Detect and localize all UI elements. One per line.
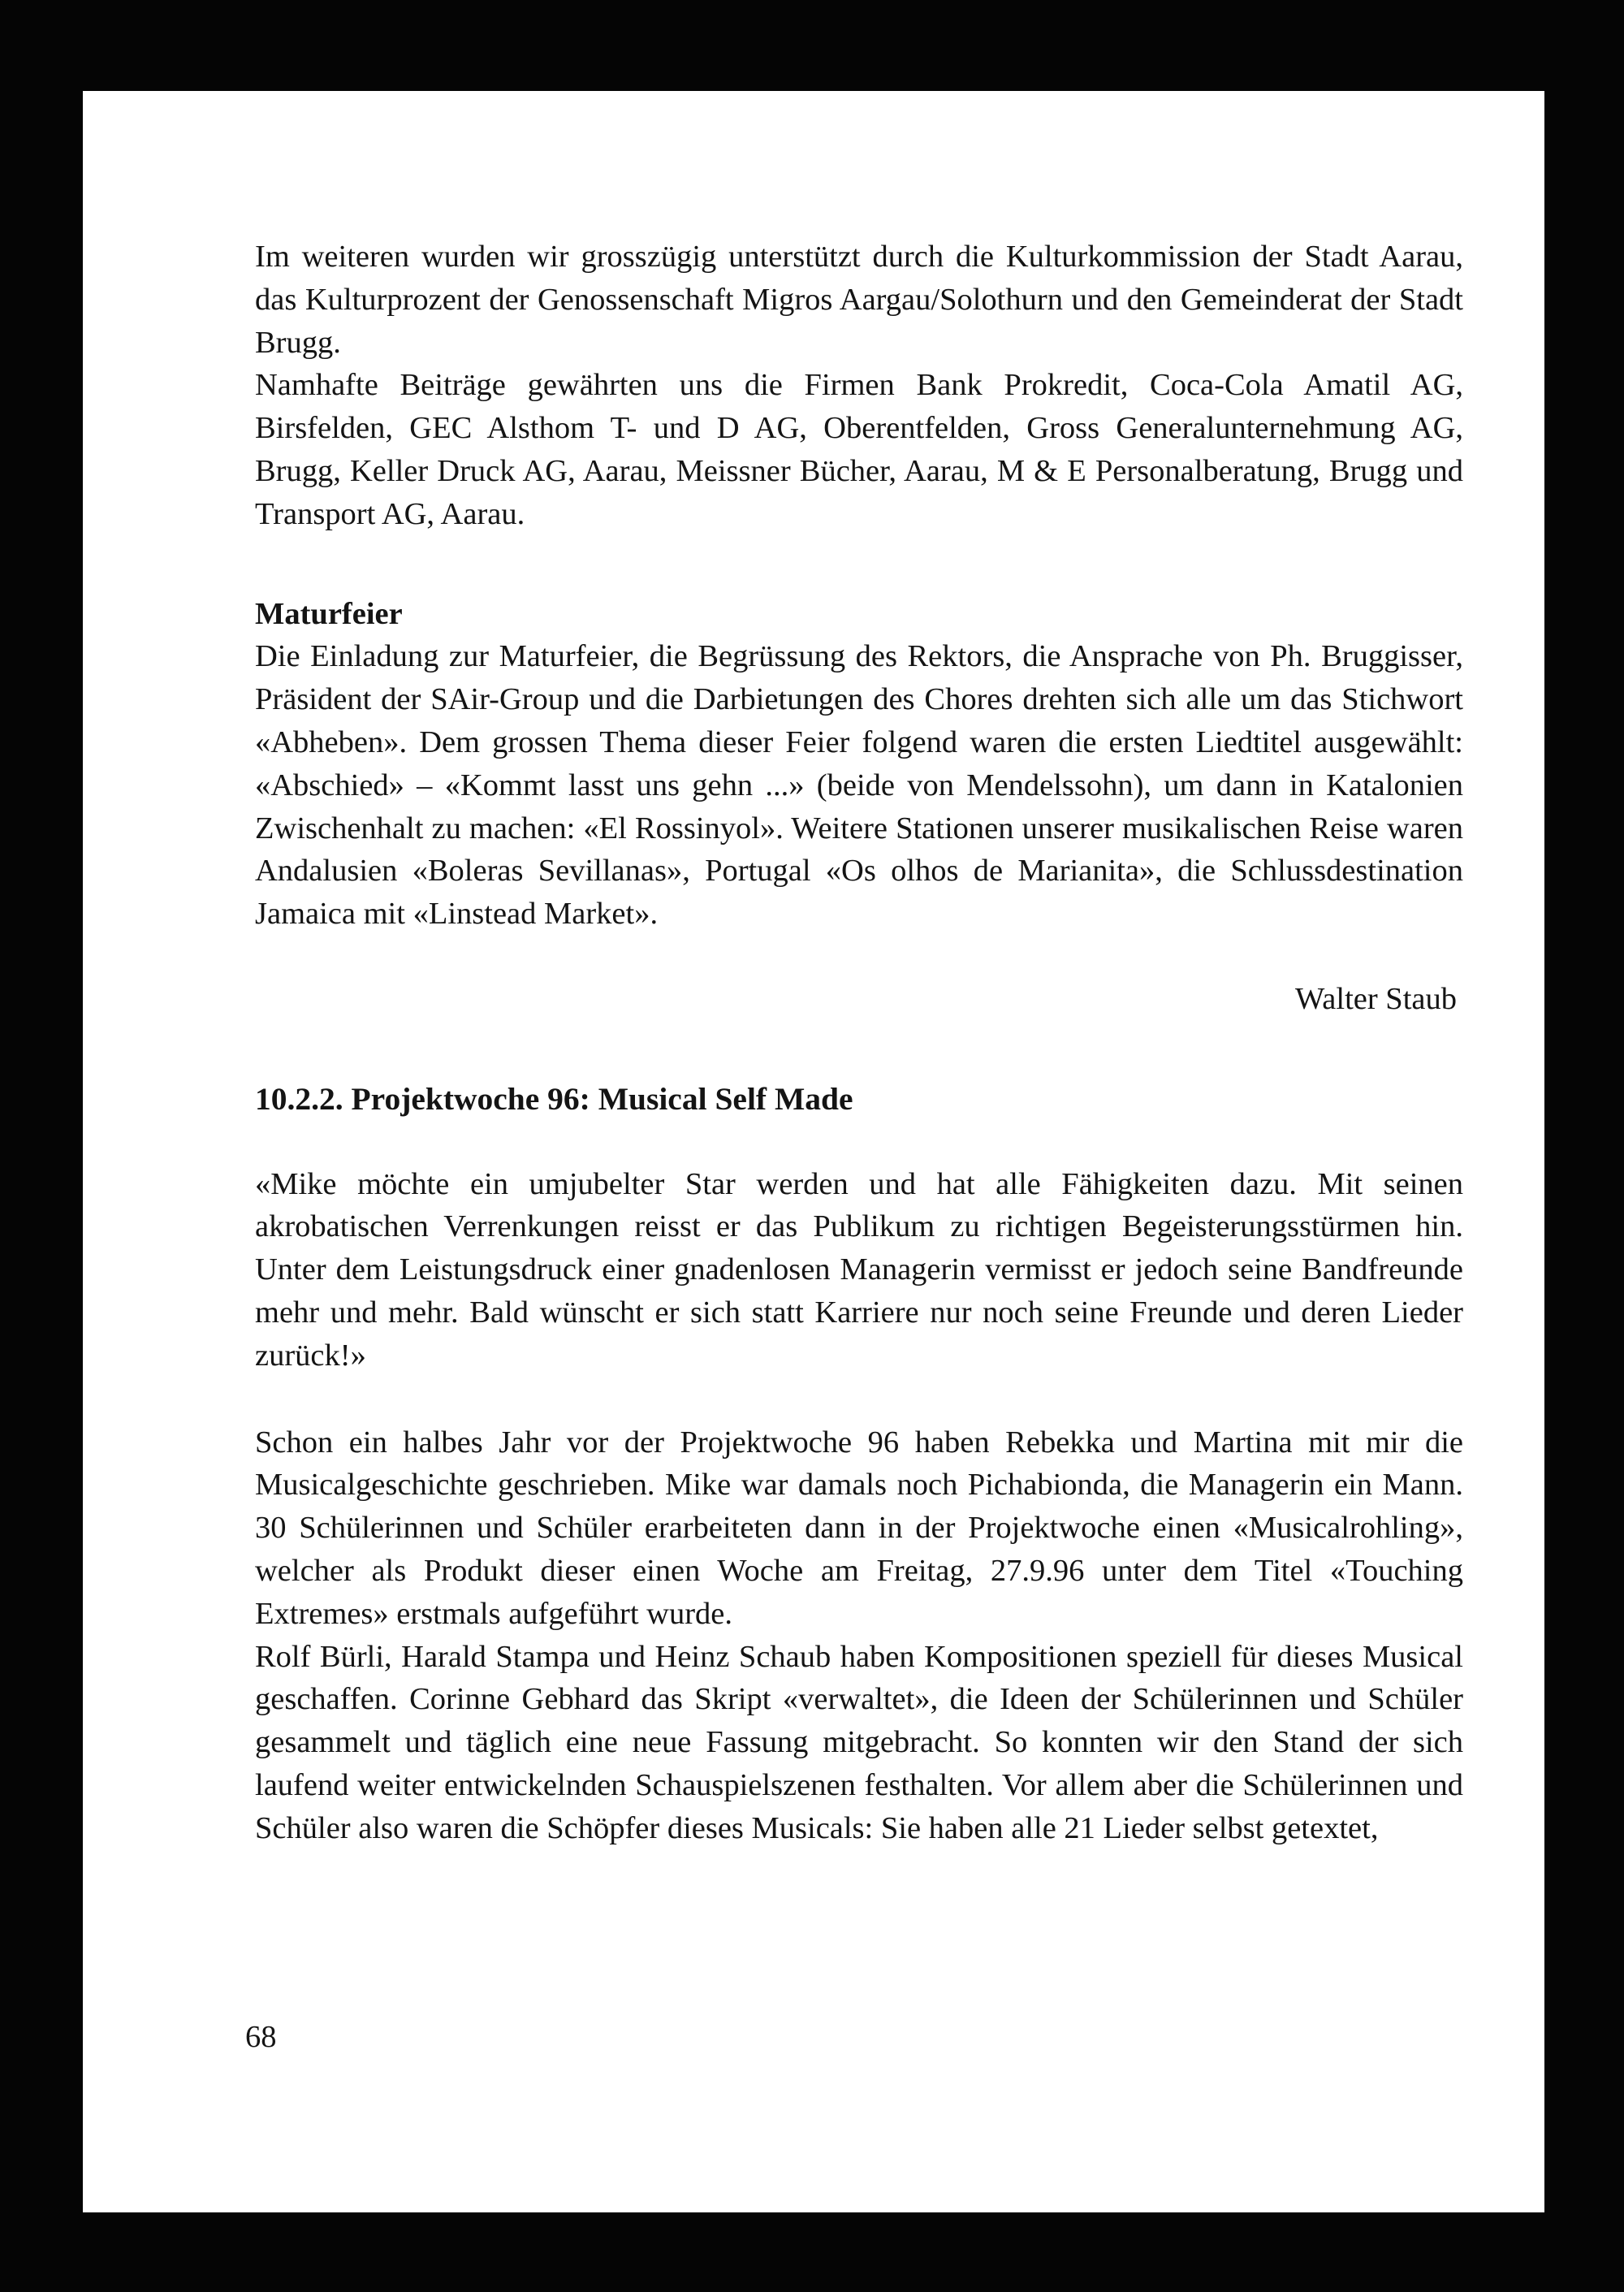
page-body [255, 236, 1463, 1850]
section-heading-projektwoche: 10.2.2. Projektwoche 96: Musical Self Made [255, 1080, 853, 1117]
sponsors-paragraph-2: Namhafte Beiträge gewährten uns die Firmen Bank Prokredit, Coca-Cola Amatil AG, Birsfelden, GEC Alsthom T- und D AG, Oberentfelden, Gross Generalunternehmung AG, Brugg, Keller Druck AG, Aarau, Meissner Bücher, Aarau, M & E Personalberatung, Brugg und Transport AG, Aarau. [255, 368, 1463, 531]
spacer [255, 1021, 1463, 1078]
projektwoche-paragraph-2: Rolf Bürli, Harald Stampa und Heinz Schaub haben Kompositionen speziell für dieses Musical geschaffen. Corinne Gebhard das Skript «verwaltet», die Ideen der Schülerinnen und Schüler gesammelt und täglich eine neue Fassung mitgebracht. So konnten wir den Stand der sich laufend weiter entwickelnden Schauspielszenen festhalten. Vor allem aber die Schülerinnen und Schüler also waren die Schöpfer dieses Musicals: Sie haben alle 21 Lieder selbst getextet, [255, 1639, 1463, 1845]
maturfeier-heading: Maturfeier [255, 596, 403, 631]
spacer [255, 1121, 1463, 1163]
spacer [255, 1377, 1463, 1421]
sponsors-paragraph-1: Im weiteren wurden wir grosszügig unterstützt durch die Kulturkommission der Stadt Aarau, das Kulturprozent der Genossenschaft Migros Aargau/Solothurn und den Gemeinderat der Stadt Brugg. [255, 240, 1463, 360]
musical-synopsis-quote: «Mike möchte ein umjubelter Star werden und hat alle Fähigkeiten dazu. Mit seinen akrobatischen Verrenkungen reisst er das Publikum zu richtigen Begeisterungsstürmen hin. Unter dem Leistungsdruck einer gnadenlosen Managerin vermisst er jedoch seine Bandfreunde mehr und mehr. Bald wünscht er sich statt Karriere nur noch seine Freunde und deren Lieder zurück!» [255, 1166, 1463, 1373]
page-number: 68 [245, 2020, 277, 2054]
projektwoche-paragraph-1: Schon ein halbes Jahr vor der Projektwoche 96 haben Rebekka und Martina mit mir die Musicalgeschichte geschrieben. Mike war damals noch Pichabionda, die Managerin ein Mann. 30 Schülerinnen und Schüler erarbeiteten dann in der Projektwoche einen «Musicalrohling», welcher als Produkt dieser einen Woche am Freitag, 27.9.96 unter dem Titel «Touching Extremes» erstmals aufgeführt wurde. [255, 1425, 1463, 1631]
spacer [255, 536, 1463, 593]
author-signature: Walter Staub [1295, 981, 1457, 1016]
document-page [83, 91, 1544, 2212]
spacer [255, 936, 1463, 978]
maturfeier-paragraph: Die Einladung zur Maturfeier, die Begrüssung des Rektors, die Ansprache von Ph. Bruggisser, Präsident der SAir-Group und die Darbietungen des Chores drehten sich alle um das Stichwort «Abheben». Dem grossen Thema dieser Feier folgend waren die ersten Liedtitel ausgewählt: «Abschied» – «Kommt lasst uns gehn ...» (beide von Mendelssohn), um dann in Katalonien Zwischenhalt zu machen: «El Rossinyol». Weitere Stationen unserer musikalischen Reise waren Andalusien «Boleras Sevillanas», Portugal «Os olhos de Marianita», die Schlussdestination Jamaica mit «Linstead Market». [255, 639, 1463, 932]
